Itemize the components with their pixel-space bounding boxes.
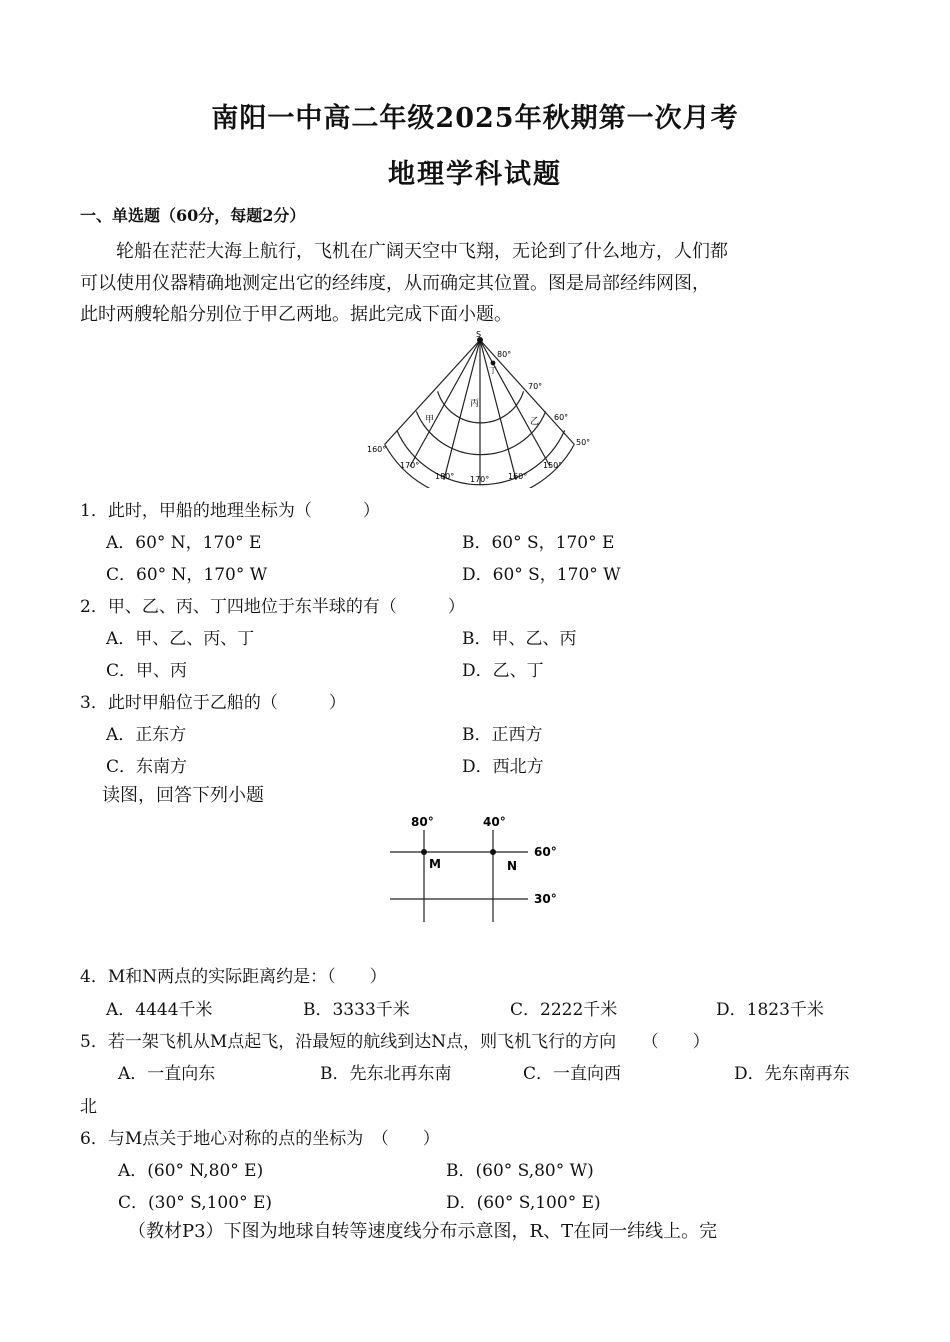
q1-option-a: A．60° N，170° E <box>106 533 262 553</box>
q1-option-d: D．60° S，170° W <box>462 565 621 585</box>
q5-option-a: A．一直向东 <box>118 1064 216 1084</box>
q4-option-d: D．1823千米 <box>716 1000 824 1020</box>
section-heading: 一、单选题（60分，每题2分） <box>80 206 306 225</box>
q1-option-c: C．60° N，170° W <box>106 565 268 585</box>
lat-label: 70° <box>528 382 543 391</box>
point-yi: 乙 <box>530 417 540 427</box>
question-4: 4．M和N两点的实际距离约是：（ ） <box>80 967 387 987</box>
lon-label: 170° <box>400 461 420 470</box>
q5-option-d: D．先东南再东 <box>734 1064 850 1084</box>
exam-subtitle: 地理学科试题 <box>388 159 562 190</box>
point-n-dot <box>490 849 496 855</box>
point-m-dot <box>421 849 427 855</box>
intro-line-2: 可以使用仪器精确地测定出它的经纬度，从而确定其位置。图是局部经纬网图， <box>80 273 710 294</box>
q4-option-c: C．2222千米 <box>510 1000 618 1020</box>
q3-option-a: A．正东方 <box>106 725 187 745</box>
intro-line-1: 轮船在茫茫大海上航行，飞机在广阔天空中飞翔，无论到了什么地方，人们都 <box>116 241 728 262</box>
question-3: 3．此时甲船位于乙船的（ ） <box>80 693 346 713</box>
q5-option-d-wrap: 北 <box>80 1097 97 1117</box>
intro-line-3: 此时两艘轮船分别位于甲乙两地。据此完成下面小题。 <box>80 304 512 325</box>
q2-option-b: B．甲、乙、丙 <box>462 629 577 649</box>
lon-label: 80° <box>411 815 434 829</box>
meridian <box>385 340 480 444</box>
point-m-label: M <box>429 857 441 871</box>
lat-label: 50° <box>576 438 591 447</box>
q3-option-d: D．西北方 <box>462 757 544 777</box>
point-n-label: N <box>507 859 518 873</box>
point-ding: 丁 <box>489 366 497 375</box>
lat-label: 60° <box>534 845 557 859</box>
q6-option-b: B．(60° S,80° W) <box>446 1161 594 1181</box>
q5-option-b: B．先东北再东南 <box>320 1064 452 1084</box>
q5-option-c: C．一直向西 <box>523 1064 622 1084</box>
lon-label: 150° <box>543 461 563 470</box>
point-bing: 丙 <box>470 399 480 409</box>
lat-label: 60° <box>554 413 569 422</box>
lon-label: 180° <box>435 472 455 481</box>
meridian <box>480 340 516 480</box>
question-6: 6．与M点关于地心对称的点的坐标为 （ ） <box>80 1129 440 1149</box>
graticule-figure <box>360 328 600 488</box>
question-5: 5．若一架飞机从M点起飞，沿最短的航线到达N点，则飞机飞行的方向 （ ） <box>80 1032 710 1052</box>
q6-option-c: C．(30° S,100° E) <box>118 1193 273 1213</box>
lon-label: 160° <box>367 445 387 454</box>
q3-option-b: B．正西方 <box>462 725 543 745</box>
parallel-70 <box>416 411 545 454</box>
q4-option-b: B．3333千米 <box>303 1000 410 1020</box>
q6-option-a: A．(60° N,80° E) <box>118 1161 264 1181</box>
meridian <box>480 340 550 467</box>
intro-2: 读图，回答下列小题 <box>102 785 264 806</box>
q1-option-b: B．60° S，170° E <box>462 533 615 553</box>
lat-label: 80° <box>497 350 512 359</box>
q2-option-d: D．乙、丁 <box>462 661 544 681</box>
question-1: 1．此时，甲船的地理坐标为（ ） <box>80 501 380 521</box>
point-jia: 甲 <box>425 415 435 425</box>
question-2: 2．甲、乙、丙、丁四地位于东半球的有（ ） <box>80 597 465 617</box>
lon-label: 160° <box>508 472 528 481</box>
intro-3: （教材P3）下图为地球自转等速度线分布示意图，R、T在同一纬线上。完 <box>128 1221 718 1242</box>
grid-figure <box>380 810 580 930</box>
point-ding-dot <box>491 361 496 366</box>
pole-label: S <box>476 330 482 339</box>
lon-label: 40° <box>483 815 506 829</box>
q3-option-c: C．东南方 <box>106 757 188 777</box>
exam-title: 南阳一中高二年级2025年秋期第一次月考 <box>211 103 739 134</box>
q2-option-c: C．甲、丙 <box>106 661 188 681</box>
q4-option-a: A．4444千米 <box>106 1000 213 1020</box>
meridian <box>480 340 574 444</box>
q2-option-a: A．甲、乙、丙、丁 <box>106 629 255 649</box>
lon-label: 170° <box>470 475 490 484</box>
q6-option-d: D．(60° S,100° E) <box>446 1193 601 1213</box>
lat-label: 30° <box>534 892 557 906</box>
